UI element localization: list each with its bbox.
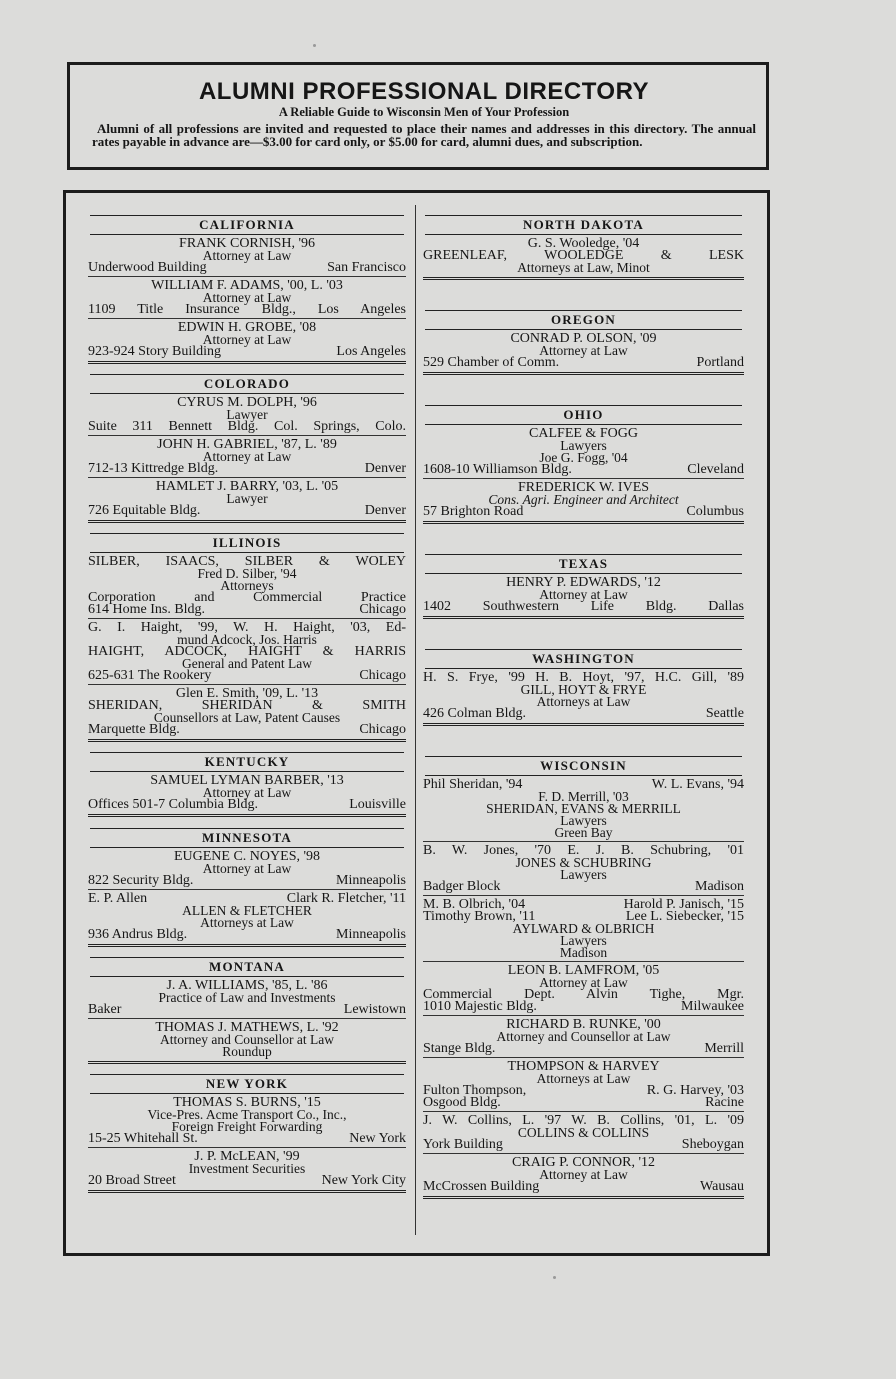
card-line: Lawyers	[560, 867, 607, 882]
card-line-split	[88, 604, 406, 616]
card-line-split	[88, 872, 406, 888]
state-heading: OREGON	[425, 310, 742, 330]
card-line: General and Patent Law	[181, 656, 313, 672]
card-line: Attorney at Law	[539, 975, 628, 990]
card-line-right: Minneapolis	[336, 926, 406, 942]
paper-speck	[313, 44, 316, 47]
card-line: COLLINS & COLLINS	[517, 1125, 650, 1140]
card-line: Lawyer	[226, 491, 268, 507]
card-line-left: 57 Brighton Road	[423, 504, 524, 519]
directory-card	[423, 961, 744, 1015]
directory-card	[88, 235, 406, 276]
card-line: 1402 Southwestern Life Bldg. Dallas	[423, 599, 744, 614]
card-line: Attorney at Law	[202, 248, 292, 263]
card-line-left: Underwood Building	[88, 260, 207, 275]
card-line: Attorney at Law	[202, 860, 292, 876]
card-line-right: W. L. Evans, '94	[651, 777, 744, 792]
card-line: 1109 Title Insurance Bldg., Los Angeles	[88, 302, 406, 317]
card-line-left: 712-13 Kittredge Bldg.	[88, 461, 219, 477]
state-section-new-york	[88, 1074, 406, 1193]
card-line: Attorneys at Law, Minot	[517, 260, 650, 275]
card-line-right: Chicago	[359, 602, 406, 618]
state-section-minnesota	[88, 828, 406, 947]
directory-card	[423, 776, 744, 841]
card-line: AYLWARD & OLBRICH	[512, 921, 655, 936]
card-name: HENRY P. EDWARDS, '12	[506, 575, 661, 590]
card-name: SAMUEL LYMAN BARBER, '13	[150, 773, 344, 789]
directory-card	[88, 276, 406, 318]
card-line-right: Racine	[705, 1095, 744, 1110]
right-column	[423, 205, 744, 1205]
card-line-split	[423, 1001, 744, 1013]
card-line-left: McCrossen Building	[423, 1179, 540, 1194]
state-heading: WASHINGTON	[425, 649, 742, 669]
state-section-texas	[423, 554, 744, 619]
card-line: GREENLEAF, WOOLEDGE & LESK	[423, 248, 744, 263]
card-line: Attorney at Law	[202, 332, 292, 347]
card-line: H. S. Frye, '99 H. B. Hoyt, '97, H.C. Gill, '89	[423, 670, 744, 685]
card-line-right: Columbus	[686, 504, 744, 519]
card-name: CALFEE & FOGG	[529, 426, 638, 441]
card-name: EDWIN H. GROBE, '08	[177, 320, 317, 335]
card-line-split	[88, 1130, 406, 1146]
card-line: Attorney and Counsellor at Law	[160, 1031, 334, 1047]
directory-card	[423, 478, 744, 520]
directory-card	[88, 848, 406, 889]
directory-card	[88, 772, 406, 813]
card-line-right: Denver	[364, 503, 406, 519]
state-heading: CALIFORNIA	[90, 215, 404, 235]
directory-card	[423, 841, 744, 895]
card-line-left: 936 Andrus Bldg.	[88, 926, 188, 942]
state-entries	[423, 235, 744, 280]
state-entries	[88, 235, 406, 364]
card-line-left: M. B. Olbrich, '04	[423, 897, 526, 912]
state-heading: OHIO	[425, 405, 742, 425]
card-line-right: Lewistown	[343, 1001, 406, 1017]
state-entries	[423, 776, 744, 1199]
directory-card	[88, 684, 406, 738]
card-line-right: San Francisco	[327, 260, 406, 275]
directory-card	[423, 669, 744, 722]
directory-card	[423, 1057, 744, 1111]
card-line-split	[88, 346, 406, 358]
card-name: CONRAD P. OLSON, '09	[510, 331, 657, 346]
state-heading: MINNESOTA	[90, 828, 404, 848]
card-line-split	[88, 926, 406, 942]
card-line: Suite 311 Bennett Bldg. Col. Springs, Colo.	[88, 419, 406, 435]
directory-card	[88, 553, 406, 618]
card-line-right: Portland	[696, 355, 744, 370]
state-heading: MONTANA	[90, 957, 404, 977]
state-entries	[88, 772, 406, 817]
state-entries	[423, 330, 744, 375]
card-line-split	[88, 463, 406, 475]
card-line: SHERIDAN, EVANS & MERRILL	[486, 801, 681, 816]
card-line-left: 822 Security Bldg.	[88, 872, 194, 888]
card-line-split	[88, 505, 406, 517]
card-line: Attorneys at Law	[536, 1071, 631, 1086]
directory-card	[88, 435, 406, 477]
card-line: Practice of Law and Investments	[158, 989, 336, 1005]
card-line-right: Seattle	[705, 706, 744, 721]
card-name: CYRUS M. DOLPH, '96	[177, 395, 317, 411]
card-name: RICHARD B. RUNKE, '00	[506, 1017, 661, 1032]
card-line: Attorneys at Law	[536, 694, 631, 709]
card-line-right: Wausau	[700, 1179, 744, 1194]
card-line: J. W. Collins, L. '97 W. B. Collins, '01, L. '09	[423, 1113, 744, 1128]
card-line-split	[423, 1097, 744, 1109]
state-heading: WISCONSIN	[425, 756, 742, 776]
card-line: JONES & SCHUBRING	[515, 855, 652, 870]
card-line: Attorney at Law	[202, 785, 292, 801]
page-title: ALUMNI PROFESSIONAL DIRECTORY	[198, 78, 650, 105]
card-line-split	[423, 464, 744, 476]
card-line: Investment Securities	[188, 1160, 306, 1176]
card-line-left: Baker	[88, 1001, 122, 1017]
card-line: Madison	[559, 945, 608, 960]
state-section-north-dakota	[423, 215, 744, 280]
directory-card	[88, 1094, 406, 1147]
card-line-left: Stange Bldg.	[423, 1041, 496, 1056]
directory-card	[423, 1153, 744, 1195]
state-entries	[423, 669, 744, 726]
state-section-washington	[423, 649, 744, 726]
left-column	[88, 205, 406, 1199]
card-line: Lawyers	[560, 813, 607, 828]
card-line-right: Cleveland	[687, 462, 744, 477]
card-line-split	[423, 1181, 744, 1193]
card-line: mund Adcock, Jos. Harris	[177, 632, 317, 648]
card-line-left: Marquette Bldg.	[88, 722, 180, 738]
card-name: EUGENE C. NOYES, '98	[173, 848, 320, 864]
directory-card	[423, 1111, 744, 1153]
card-line-left: 726 Equitable Bldg.	[88, 503, 201, 519]
state-section-california	[88, 215, 406, 364]
card-line-left: 625-631 The Rookery	[88, 668, 212, 684]
card-name: FREDERICK W. IVES	[517, 480, 650, 495]
card-line: Fred D. Silber, '94	[197, 566, 297, 582]
card-line: Green Bay	[554, 825, 613, 840]
state-section-illinois	[88, 533, 406, 742]
card-line-left: 15-25 Whitehall St.	[88, 1130, 198, 1146]
card-line: Attorney at Law	[539, 343, 628, 358]
card-line: Corporation and Commercial Practice	[88, 590, 406, 606]
card-line: Attorney at Law	[539, 587, 628, 602]
card-line: Vice-Pres. Acme Transport Co., Inc.,	[147, 1106, 347, 1122]
card-line-right: Chicago	[359, 722, 406, 738]
card-line: Attorney and Counsellor at Law	[496, 1029, 671, 1044]
card-line-split	[88, 1001, 406, 1017]
card-line-left: 923-924 Story Building	[88, 344, 222, 359]
directory-card	[423, 235, 744, 276]
state-entries	[88, 394, 406, 523]
card-line: SHERIDAN, SHERIDAN & SMITH	[88, 698, 406, 714]
card-line-right: Lee L. Siebecker, '15	[625, 909, 744, 924]
state-entries	[88, 1094, 406, 1193]
card-name: THOMAS S. BURNS, '15	[173, 1094, 321, 1110]
card-line-left: Offices 501-7 Columbia Bldg.	[88, 797, 259, 813]
directory-card	[88, 477, 406, 519]
state-section-montana	[88, 957, 406, 1064]
card-line-split	[88, 670, 406, 682]
card-line-right: Harold P. Janisch, '15	[623, 897, 744, 912]
page-subtitle: A Reliable Guide to Wisconsin Men of Your Profession	[278, 105, 570, 119]
card-line-split	[88, 1172, 406, 1188]
card-line: Attorneys at Law	[200, 914, 294, 930]
card-line: Attorney at Law	[202, 290, 292, 305]
card-name: THOMAS J. MATHEWS, L. '92	[155, 1019, 339, 1035]
card-line-left: 1608-10 Williamson Bldg.	[423, 462, 572, 477]
card-line-left: 529 Chamber of Comm.	[423, 355, 560, 370]
state-heading: NEW YORK	[90, 1074, 404, 1094]
card-line-right: Louisville	[349, 797, 406, 813]
card-line-split	[423, 881, 744, 893]
directory-header-box	[67, 62, 769, 170]
state-heading: COLORADO	[90, 374, 404, 394]
card-name: WILLIAM F. ADAMS, '00, L. '03	[151, 278, 343, 293]
card-line-left: York Building	[423, 1137, 503, 1152]
directory-card	[88, 318, 406, 360]
card-line: Foreign Freight Forwarding	[171, 1118, 323, 1134]
card-line-left: 20 Broad Street	[88, 1172, 176, 1188]
card-line: Roundup	[222, 1043, 272, 1059]
card-line-right: Sheboygan	[681, 1137, 744, 1152]
directory-card	[88, 977, 406, 1018]
card-line-left: Osgood Bldg.	[423, 1095, 501, 1110]
card-line-split	[423, 357, 744, 369]
card-name: FRANK CORNISH, '96	[179, 236, 315, 251]
state-section-wisconsin	[423, 756, 744, 1199]
card-line-split	[88, 799, 406, 811]
card-line-right: New York City	[321, 1172, 406, 1188]
card-line: Joe G. Fogg, '04	[539, 450, 628, 465]
card-line-left: Fulton Thompson,	[423, 1083, 527, 1098]
card-line-split	[423, 506, 744, 518]
card-line: SILBER, ISAACS, SILBER & WOLEY	[88, 554, 406, 570]
card-line: HAIGHT, ADCOCK, HAIGHT & HARRIS	[88, 644, 406, 660]
card-line: Attorneys	[220, 578, 274, 594]
card-line-split	[88, 724, 406, 736]
card-name: J. P. McLEAN, '99	[194, 1148, 300, 1164]
state-entries	[88, 848, 406, 947]
card-line: G. I. Haight, '99, W. H. Haight, '03, Ed-	[88, 620, 406, 636]
card-name: HAMLET J. BARRY, '03, L. '05	[155, 479, 339, 495]
card-name: LEON B. LAMFROM, '05	[507, 963, 660, 978]
card-line-left: E. P. Allen	[88, 890, 148, 906]
card-line-right: Milwaukee	[681, 999, 744, 1014]
card-line: Lawyers	[560, 933, 607, 948]
card-name: G. S. Wooledge, '04	[527, 236, 640, 251]
card-line-left: 1010 Majestic Bldg.	[423, 999, 537, 1014]
card-name: J. A. WILLIAMS, '85, L. '86	[166, 977, 328, 993]
card-line-right: Minneapolis	[336, 872, 406, 888]
state-entries	[88, 553, 406, 742]
card-line: Commercial Dept. Alvin Tighe, Mgr.	[423, 987, 744, 1002]
column-divider	[415, 205, 416, 1235]
directory-card	[423, 574, 744, 615]
card-name: Glen E. Smith, '09, L. '13	[175, 686, 319, 702]
card-line-italic: Cons. Agri. Engineer and Architect	[488, 492, 679, 507]
paper-speck	[553, 1276, 556, 1279]
card-line-split	[423, 1043, 744, 1055]
state-section-colorado	[88, 374, 406, 523]
card-line-right: Los Angeles	[336, 344, 406, 359]
directory-card	[88, 889, 406, 943]
card-line-right: Merrill	[704, 1041, 744, 1056]
state-heading: ILLINOIS	[90, 533, 404, 553]
card-line-left: Timothy Brown, '11	[423, 909, 536, 924]
card-line-right: R. G. Harvey, '03	[646, 1083, 744, 1098]
card-line: B. W. Jones, '70 E. J. B. Schubring, '01	[423, 843, 744, 858]
state-entries	[423, 574, 744, 619]
directory-card	[88, 394, 406, 435]
state-entries	[88, 977, 406, 1064]
card-line: Attorney at Law	[202, 449, 292, 465]
state-entries	[423, 425, 744, 524]
card-line-split	[423, 1139, 744, 1151]
directory-card	[423, 895, 744, 961]
card-line-left: Phil Sheridan, '94	[423, 777, 523, 792]
card-line-right: New York	[349, 1130, 406, 1146]
card-line-left: Badger Block	[423, 879, 501, 894]
card-line: Counsellors at Law, Patent Causes	[153, 710, 341, 726]
card-line-split	[88, 262, 406, 274]
state-heading: TEXAS	[425, 554, 742, 574]
card-line: ALLEN & FLETCHER	[182, 902, 312, 918]
directory-card	[88, 618, 406, 684]
directory-card	[423, 425, 744, 478]
card-name: JOHN H. GABRIEL, '87, L. '89	[157, 437, 337, 453]
card-line: Attorney at Law	[539, 1167, 628, 1182]
card-line: GILL, HOYT & FRYE	[520, 682, 647, 697]
card-line-right: Chicago	[359, 668, 406, 684]
state-section-ohio	[423, 405, 744, 524]
state-heading: KENTUCKY	[90, 752, 404, 772]
state-section-oregon	[423, 310, 744, 375]
card-line-split	[423, 708, 744, 720]
card-line-right: Clark R. Fletcher, '11	[286, 890, 406, 906]
card-line-left: 426 Colman Bldg.	[423, 706, 527, 721]
card-name: THOMPSON & HARVEY	[507, 1059, 660, 1074]
state-heading: NORTH DAKOTA	[425, 215, 742, 235]
card-line-left: 614 Home Ins. Bldg.	[88, 602, 206, 618]
card-line: F. D. Merrill, '03	[538, 789, 629, 804]
card-line-right: Madison	[695, 879, 744, 894]
state-section-kentucky	[88, 752, 406, 817]
card-name: CRAIG P. CONNOR, '12	[512, 1155, 655, 1170]
intro-paragraph: Alumni of all professions are invited and requested to place their names and addresses in this directory. The annual rates payable in advance are—$3.00 for card only, or $5.00 for card, alumni dues, and subscription.	[92, 121, 756, 149]
card-line: Lawyers	[560, 438, 607, 453]
card-line: Lawyer	[226, 407, 268, 423]
directory-card	[423, 330, 744, 371]
card-line-right: Denver	[364, 461, 406, 477]
directory-card	[423, 1015, 744, 1057]
directory-card	[88, 1147, 406, 1189]
directory-card	[88, 1018, 406, 1060]
